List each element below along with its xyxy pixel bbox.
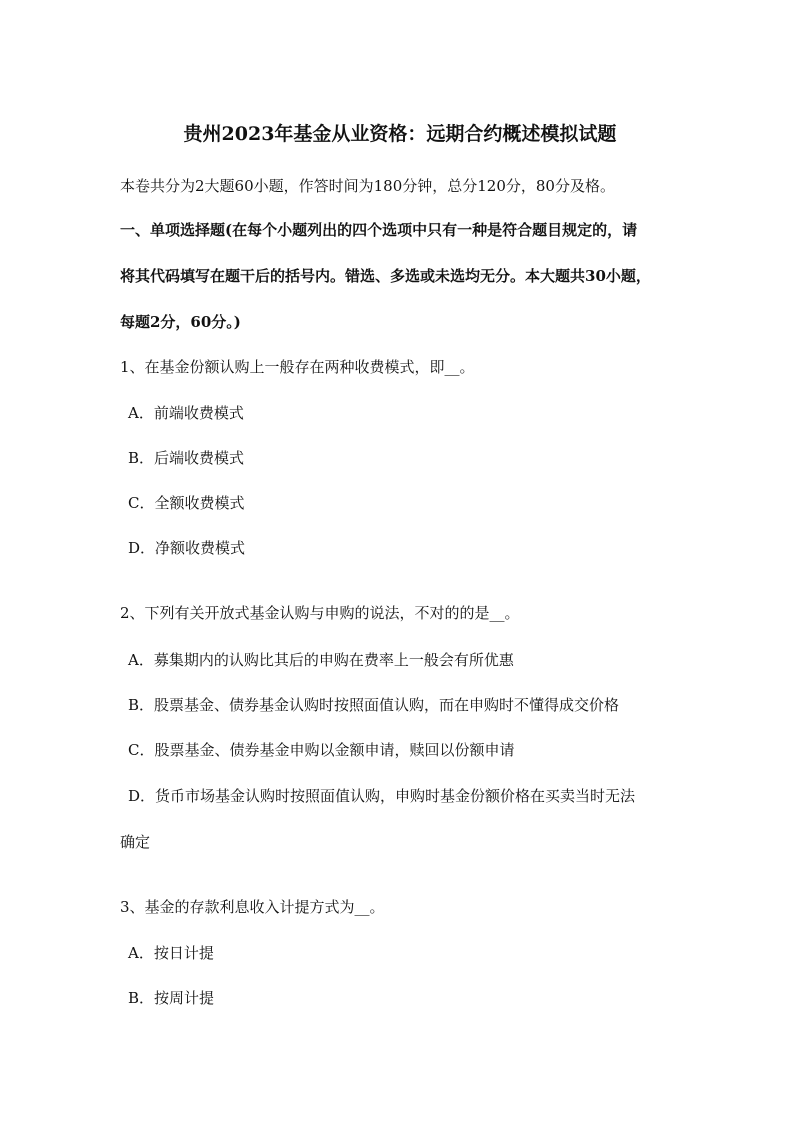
- question-3-option-a: A．按日计提: [128, 944, 214, 962]
- question-1-option-c: C．全额收费模式: [128, 494, 245, 512]
- question-2-option-a: A．募集期内的认购比其后的申购在费率上一般会有所优惠: [128, 651, 514, 669]
- exam-intro: 本卷共分为2大题60小题，作答时间为180分钟，总分120分，80分及格。: [120, 177, 615, 195]
- question-1-option-d: D．净额收费模式: [128, 539, 246, 557]
- question-1-stem: 1、在基金份额认购上一般存在两种收费模式，即__。: [120, 358, 475, 376]
- question-1-option-b: B．后端收费模式: [128, 449, 245, 467]
- page-title: 贵州2023年基金从业资格：远期合约概述模拟试题: [183, 123, 617, 145]
- question-2-stem: 2、下列有关开放式基金认购与申购的说法，不对的的是__。: [120, 604, 520, 622]
- section-heading-line-1: 一、单项选择题(在每个小题列出的四个选项中只有一种是符合题目规定的，请: [120, 221, 638, 239]
- question-1-option-a: A．前端收费模式: [128, 404, 244, 422]
- question-2-option-d: D．货币市场基金认购时按照面值认购，申购时基金份额价格在买卖当时无法: [128, 787, 636, 805]
- section-heading-line-2: 将其代码填写在题干后的括号内。错选、多选或未选均无分。本大题共30小题，: [120, 267, 651, 285]
- question-3-stem: 3、基金的存款利息收入计提方式为__。: [120, 898, 385, 916]
- section-heading-line-3: 每题2分，60分。): [120, 313, 241, 331]
- question-2-option-b: B．股票基金、债券基金认购时按照面值认购，而在申购时不懂得成交价格: [128, 696, 620, 714]
- question-3-option-b: B．按周计提: [128, 989, 215, 1007]
- question-2-option-d-continuation: 确定: [120, 833, 151, 851]
- question-2-option-c: C．股票基金、债券基金申购以金额申请，赎回以份额申请: [128, 741, 515, 759]
